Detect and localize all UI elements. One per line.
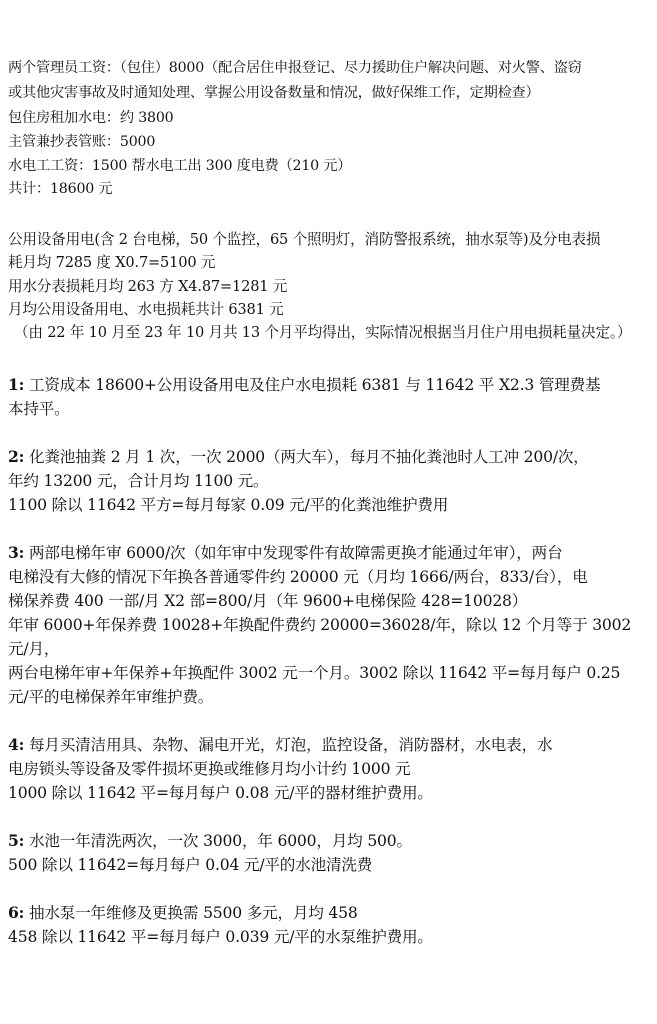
item-number: 6: [8,903,25,922]
item-3-line: 年审 6000+年保养费 10028+年换配件费约 20000=36028/年，除以 12 个月等于 3002 [8,616,632,634]
text-line: 两个管理员工资：（包住）8000（配合居住申报登记、尽力援助住户解决问题、对火警、盗窃 [8,60,582,76]
text-line: 水电工工资：1500 帮水电工出 300 度电费（210 元） [8,158,352,174]
item-3-line: 元/平的电梯保养年审维护费。 [8,688,214,706]
item-2-line: 2: 化粪池抽粪 2 月 1 次，一次 2000（两大车），每月不抽化粪池时人工冲 200/次， [8,447,589,466]
item-2-line: 1100 除以 11642 平方=每月每家 0.09 元/平的化粪池维护费用 [8,496,449,514]
item-3-line: 元/月， [8,640,60,658]
item-5-line: 5: 水池一年清洗两次，一次 3000，年 6000，月均 500。 [8,831,412,850]
text-line: 用水分表损耗月均 263 方 X4.87=1281 元 [8,278,288,295]
item-number: 5: [8,831,25,850]
item-number: 3: [8,543,25,562]
item-3-line: 电梯没有大修的情况下年换各普通零件约 20000 元（月均 1666/两台，833/台），电 [8,568,588,586]
item-1-line: 1: 工资成本 18600+公用设备用电及住户水电损耗 6381 与 11642 平 X2.3 管理费基 [8,375,601,394]
item-4-line: 1000 除以 11642 平=每月每户 0.08 元/平的器材维护费用。 [8,784,433,802]
item-1-line: 本持平。 [8,400,70,418]
item-number: 1: [8,375,25,394]
text-line: 包住房租加水电：约 3800 [8,110,174,126]
item-number: 4: [8,735,25,754]
item-4-line: 电房锁头等设备及零件损坏更换或维修月均小计约 1000 元 [8,760,411,778]
item-number: 2: [8,447,25,466]
item-3-line: 梯保养费 400 一部/月 X2 部=800/月（年 9600+电梯保险 428=10028） [8,592,528,610]
item-4-line: 4: 每月买清洁用具、杂物、漏电开光，灯泡，监控设备，消防器材，水电表，水 [8,735,553,754]
item-3-line: 3: 两部电梯年审 6000/次（如年审中发现零件有故障需更换才能通过年审），两台 [8,543,563,562]
text-line: 耗月均 7285 度 X0.7=5100 元 [8,254,216,271]
text-line: 或其他灾害事故及时通知处理、掌握公用设备数量和情况，做好保维工作，定期检查） [8,85,540,101]
text-line: （由 22 年 10 月至 23 年 10 月共 13 个月平均得出，实际情况根据当月住户用电损耗量决定。） [14,324,632,341]
item-6-line: 6: 抽水泵一年维修及更换需 5500 多元，月均 458 [8,903,358,922]
item-5-line: 500 除以 11642=每月每户 0.04 元/平的水池清洗费 [8,856,373,874]
item-2-line: 年约 13200 元，合计月均 1100 元。 [8,472,269,490]
text-line: 月均公用设备用电、水电损耗共计 6381 元 [8,301,284,318]
text-line: 共计：18600 元 [8,181,113,197]
text-line: 主管兼抄表管账：5000 [8,134,156,150]
item-3-line: 两台电梯年审+年保养+年换配件 3002 元一个月。3002 除以 11642 平=每月每户 0.25 [8,664,621,682]
text-line: 公用设备用电(含 2 台电梯，50 个监控，65 个照明灯，消防警报系统，抽水泵等)及分电表损 [8,231,601,248]
item-6-line: 458 除以 11642 平=每月每户 0.039 元/平的水泵维护费用。 [8,928,433,946]
